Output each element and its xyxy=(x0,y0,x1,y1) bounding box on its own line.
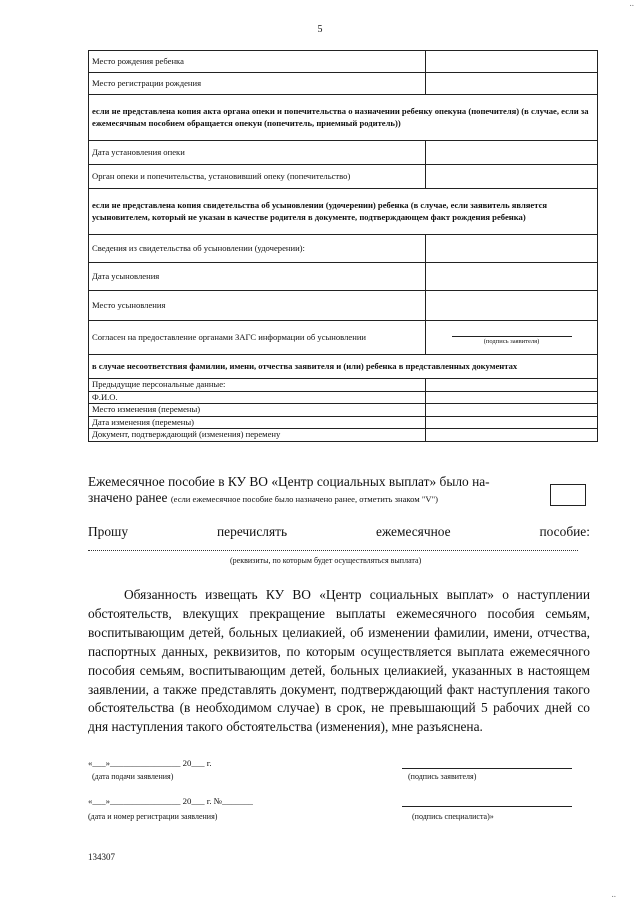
registration-date-caption: (дата и номер регистрации заявления) xyxy=(88,812,218,821)
table-row xyxy=(89,263,598,291)
field-value-cell[interactable] xyxy=(426,404,598,417)
section-heading: если не представлена копия свидетельства об усыновлении (удочерении) ребенка (в случае, если заявитель является усыновителем, который не указан в качестве родителя в документе, подтверждающем факт рождения ребенка) xyxy=(89,189,598,235)
table-row xyxy=(89,321,598,355)
field-value-cell[interactable] xyxy=(426,416,598,429)
field-value-cell[interactable] xyxy=(426,51,598,73)
field-value-cell[interactable] xyxy=(426,429,598,442)
specialist-signature-caption: (подпись специалиста)» xyxy=(412,812,494,821)
table-row xyxy=(89,73,598,95)
request-word-4: пособие: xyxy=(539,524,590,539)
field-value-cell[interactable] xyxy=(426,73,598,95)
table-row xyxy=(89,165,598,189)
field-value-cell[interactable] xyxy=(426,263,598,291)
applicant-signature-line[interactable] xyxy=(402,768,572,769)
benefit-line-1: Ежемесячное пособие в КУ ВО «Центр социальных выплат» было на- xyxy=(88,474,490,489)
corner-mark: .. xyxy=(629,0,634,8)
table-row xyxy=(89,379,598,392)
request-word-2: перечислять xyxy=(217,524,288,539)
field-value-cell[interactable] xyxy=(426,379,598,392)
field-label: Ф.И.О. xyxy=(89,391,426,404)
signature-cell[interactable] xyxy=(426,321,598,355)
obligation-paragraph: Обязанность извещать КУ ВО «Центр социальных выплат» о наступлении обстоятельств, влекущих прекращение выплаты ежемесячного пособия семьям, воспитывающим детей, больных целиакией, об изменении фамилии, имени, отчества, паспортных данных, реквизитов, по которым осуществляется выплата ежемесячного пособия семьям, воспитывающим детей, больных целиакией, указанных в настоящем заявлении, а также представлять документ, подтверждающий факт наступления такого обстоятельства (в необходимом случае) в срок, не превышающий 5 рабочих дней со дня наступления такого обстоятельства (изменения), мне разъяснена. xyxy=(88,587,590,735)
table-section-row xyxy=(89,95,598,141)
field-label: Орган опеки и попечительства, установивший опеку (попечительство) xyxy=(89,165,426,189)
field-label: Дата усыновления xyxy=(89,263,426,291)
field-label: Согласен на предоставление органами ЗАГС информации об усыновлении xyxy=(89,321,426,355)
request-word-3: ежемесячное xyxy=(376,524,451,539)
applicant-signature-caption: (подпись заявителя) xyxy=(408,772,477,781)
field-value-cell[interactable] xyxy=(426,391,598,404)
payment-details-caption: (реквизиты, по которым будет осуществляться выплата) xyxy=(230,556,422,565)
field-label: Предыдущие персональные данные: xyxy=(89,379,426,392)
signature-caption: (подпись заявителя) xyxy=(483,338,540,346)
field-label: Место изменения (перемены) xyxy=(89,404,426,417)
page-number: 5 xyxy=(317,24,323,35)
submission-date-field[interactable]: «___»________________ 20___ г. xyxy=(88,758,212,768)
table-row xyxy=(89,391,598,404)
table-row xyxy=(89,429,598,442)
signature-line[interactable] xyxy=(452,336,572,337)
bottom-corner-mark: .. xyxy=(611,889,616,899)
submission-date-caption: (дата подачи заявления) xyxy=(92,772,174,781)
field-label: Дата установления опеки xyxy=(89,141,426,165)
application-form-table xyxy=(88,50,598,442)
table-row xyxy=(89,141,598,165)
table-section-row xyxy=(89,189,598,235)
previously-assigned-checkbox[interactable] xyxy=(550,484,586,506)
section-heading: если не представлена копия акта органа опеки и попечительства о назначении ребенку опекуна (попечителя) (в случае, если за ежемесячным пособием обращается опекун (попечитель, приемный родитель)) xyxy=(89,95,598,141)
request-word-1: Прошу xyxy=(88,524,129,539)
field-label: Место рождения ребенка xyxy=(89,51,426,73)
table-row xyxy=(89,404,598,417)
request-line xyxy=(88,524,590,540)
field-value-cell[interactable] xyxy=(426,291,598,321)
benefit-line-2-main: значено ранее xyxy=(88,490,168,505)
field-label: Сведения из свидетельства об усыновлении (удочерении): xyxy=(89,235,426,263)
field-label: Документ, подтверждающий (изменения) перемену xyxy=(89,429,426,442)
benefit-line-2-note: (если ежемесячное пособие было назначено ранее, отметить знаком "V") xyxy=(170,494,438,504)
field-label: Место регистрации рождения xyxy=(89,73,426,95)
section-heading: в случае несоответствия фамилии, имени, отчества заявителя и (или) ребенка в представленных документах xyxy=(89,355,598,379)
field-value-cell[interactable] xyxy=(426,165,598,189)
specialist-signature-line[interactable] xyxy=(402,806,572,807)
registration-date-field[interactable]: «___»________________ 20___ г. №_______ xyxy=(88,796,253,806)
form-code: 134307 xyxy=(88,852,115,862)
table-section-row xyxy=(89,355,598,379)
table-row xyxy=(89,51,598,73)
benefit-paragraph xyxy=(88,474,590,507)
field-label: Дата изменения (перемены) xyxy=(89,416,426,429)
benefit-line-2 xyxy=(88,490,590,507)
table-row xyxy=(89,416,598,429)
field-label: Место усыновления xyxy=(89,291,426,321)
table-row xyxy=(89,235,598,263)
field-value-cell[interactable] xyxy=(426,141,598,165)
payment-details-field[interactable] xyxy=(88,550,578,551)
table-row xyxy=(89,291,598,321)
field-value-cell[interactable] xyxy=(426,235,598,263)
